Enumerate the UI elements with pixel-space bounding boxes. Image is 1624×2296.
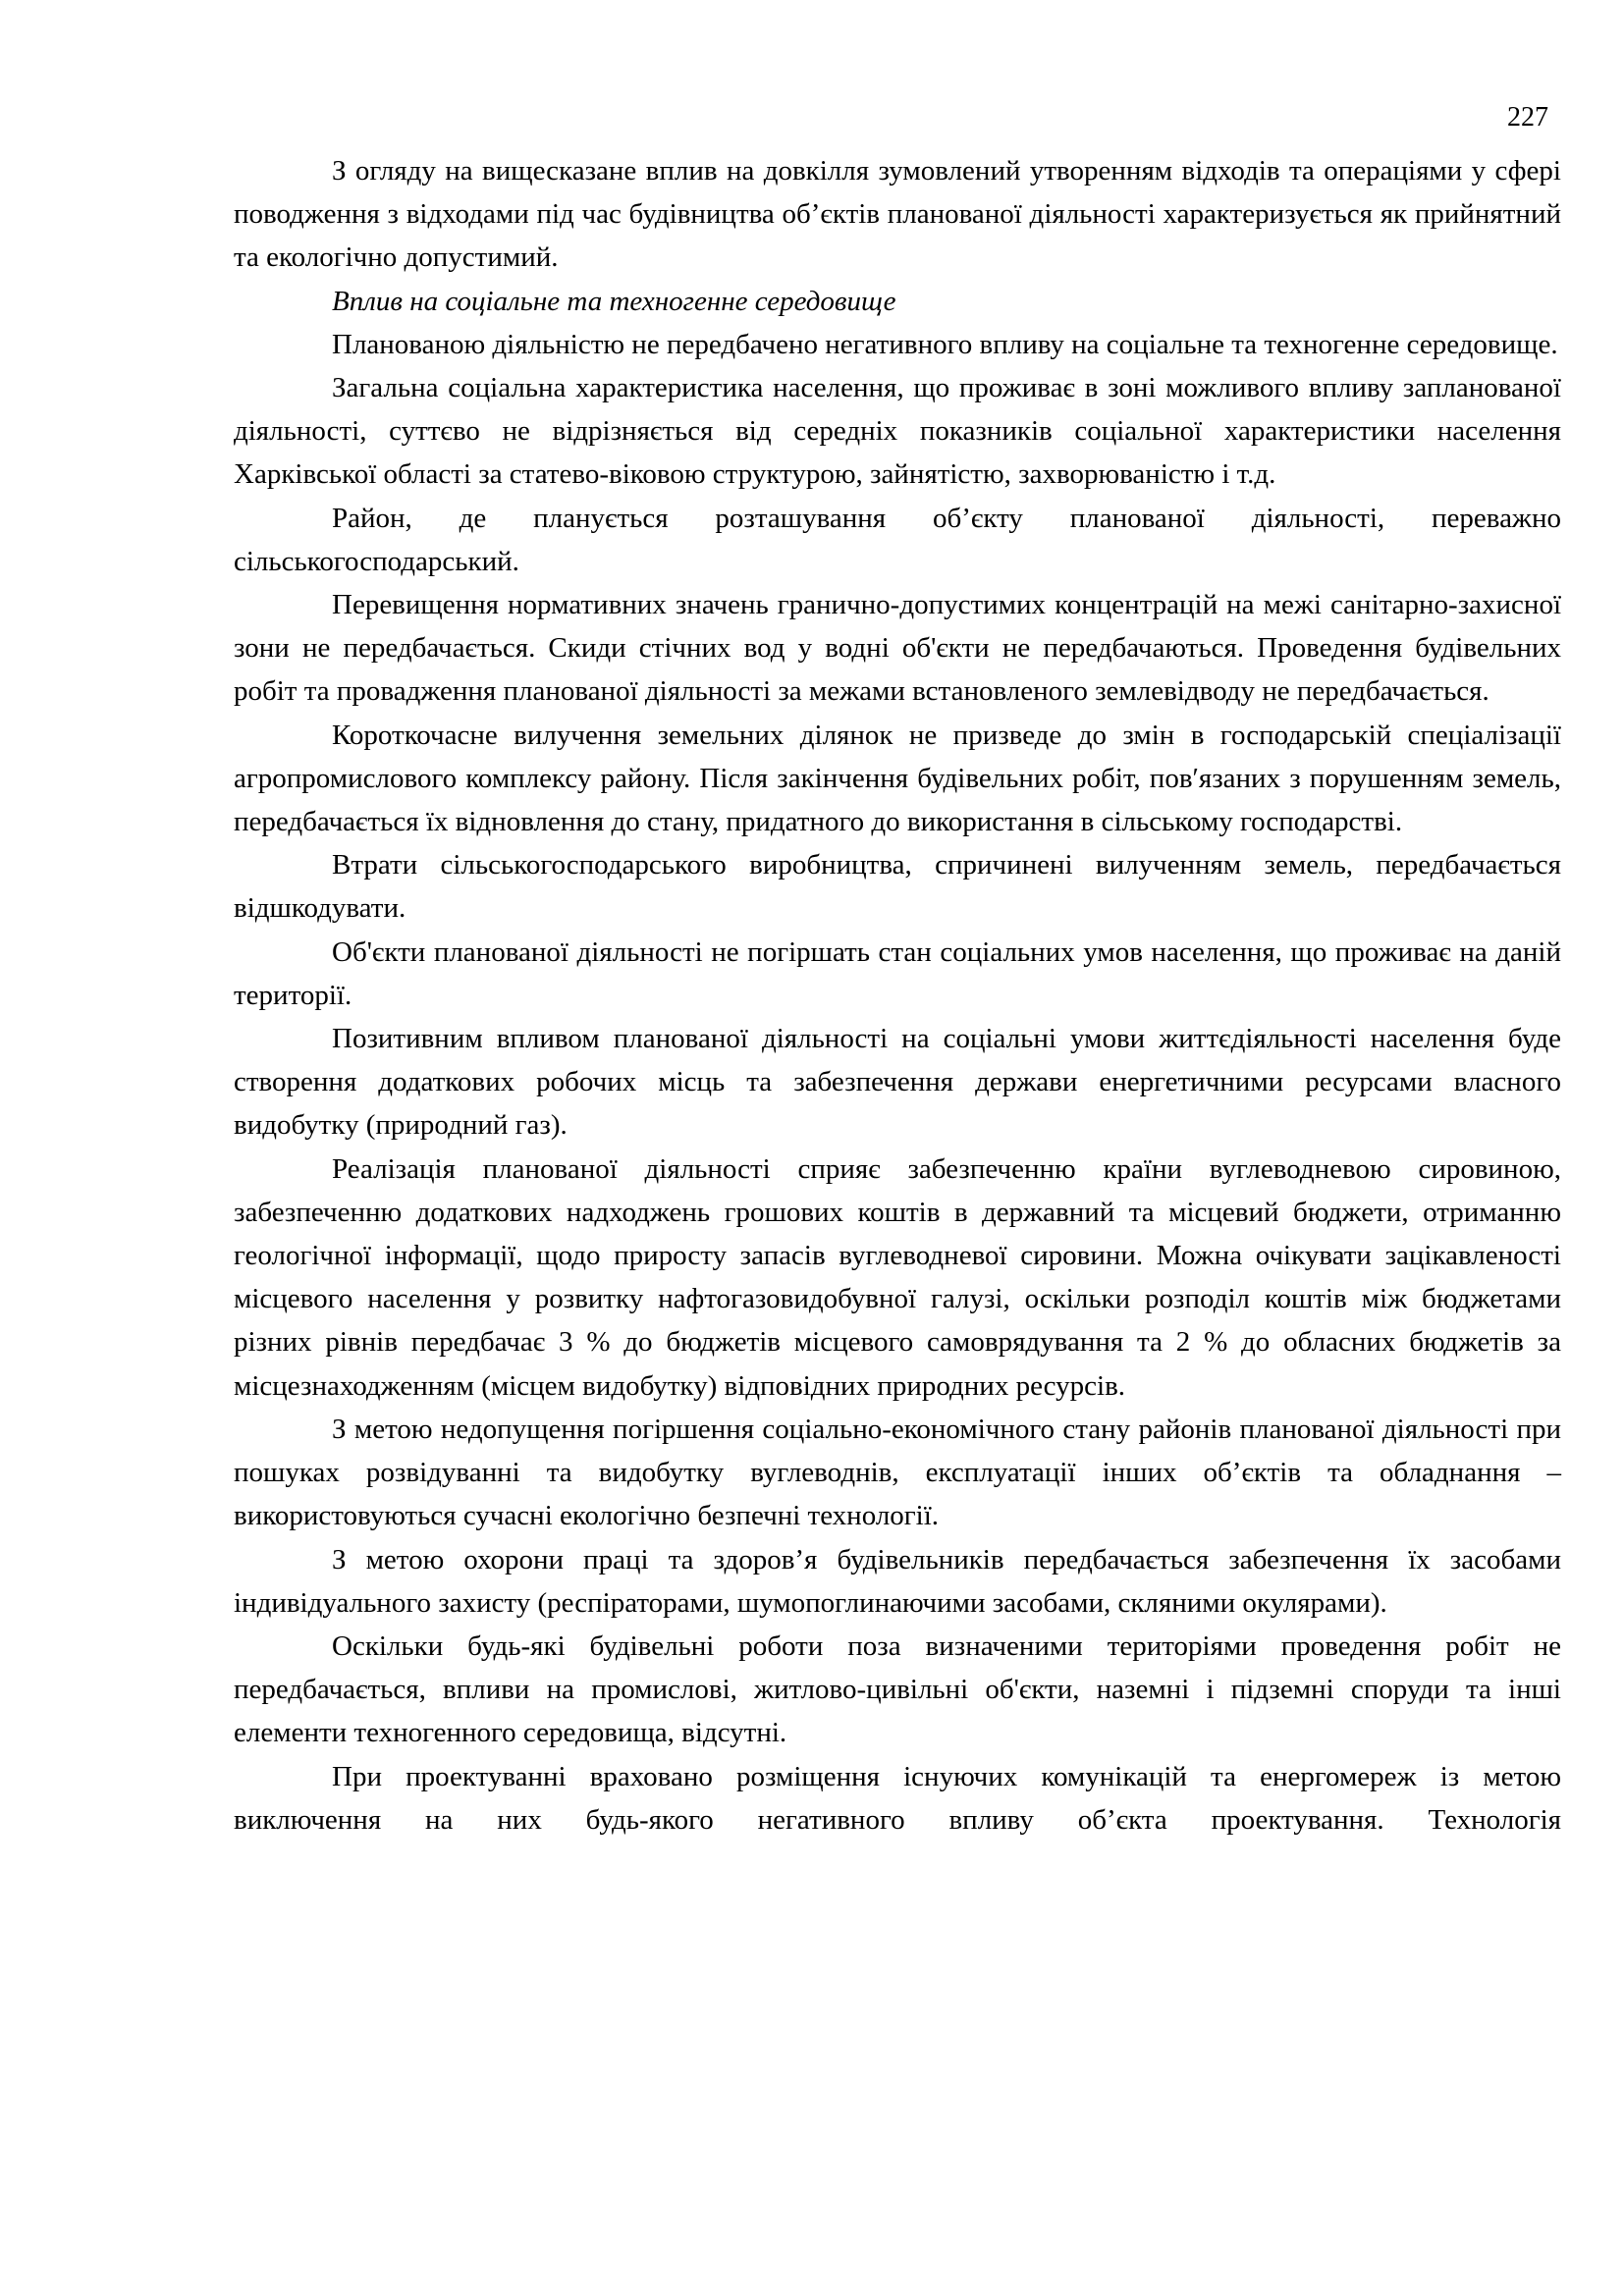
paragraph-implementation-benefits: Реалізація планованої діяльності сприяє забезпеченню країни вуглеводневою сировиною, забезпеченню додаткових надходжень грошових коштів в державний та місцевий бюджети, отриманню геологічної інформації, щодо приросту запасів вуглеводневої сировини. Можна очікувати зацікавленості місцевого населення у розвитку нафтогазовидобувної галузі, оскільки розподіл коштів між бюджетами різних рівнів передбачає 3 % до бюджетів місцевого самоврядування та 2 % до обласних бюджетів за місцезнаходженням (місцем видобутку) відповідних природних ресурсів. <box>234 1152 1561 1402</box>
section-subheading: Вплив на соціальне та техногенне середовище <box>332 285 896 317</box>
paragraph-sanitary-zone: Перевищення нормативних значень гранично-допустимих концентрацій на межі санітарно-захисної зони не передбачається. Скиди стічних вод у водні об'єкти не передбачаються. Проведення будівельних робіт та провадження планованої діяльності за межами встановленого землевідводу не передбачається. <box>234 589 1561 708</box>
paragraph-technogenic-environment: Оскільки будь-які будівельні роботи поза визначеними територіями проведення робіт не передбачається, впливи на промислові, житлово-цивільні об'єкти, наземні і підземні споруди та інші елементи техногенного середовища, відсутні. <box>234 1629 1561 1749</box>
paragraph-no-negative-impact: Планованою діяльністю не передбачено негативного впливу на соціальне та техногенне середовище. <box>332 328 1558 360</box>
paragraph-waste-impact-conclusion: З огляду на вищесказане вплив на довкілля зумовлений утворенням відходів та операціями у сфері поводження з відходами під час будівництва об’єктів планованої діяльності характеризується як прийнятний та екологічно допустимий. <box>234 155 1561 274</box>
paragraph-district-agricultural: Район, де планується розташування об’єкту планованої діяльності, переважно сільськогосподарський. <box>234 502 1561 577</box>
paragraph-population-characteristics: Загальна соціальна характеристика населення, що проживає в зоні можливого впливу запланованої діяльності, суттєво не відрізняється від середніх показників соціальної характеристики населення Харківської області за статево-віковою структурою, зайнятістю, захворюваністю і т.д. <box>234 372 1561 491</box>
paragraph-positive-impact: Позитивним впливом планованої діяльності на соціальні умови життєдіяльності населення буде створення додаткових робочих місць та забезпечення держави енергетичними ресурсами власного видобутку (природний газ). <box>234 1023 1561 1142</box>
paragraph-modern-technologies: З метою недопущення погіршення соціально-економічного стану районів планованої діяльності при пошуках розвідуванні та видобутку вуглеводнів, експлуатації інших об’єктів та обладнання – використовуються сучасні екологічно безпечні технології. <box>234 1413 1561 1532</box>
paragraph-social-conditions: Об'єкти планованої діяльності не погіршать стан соціальних умов населення, що проживає на даній території. <box>234 935 1561 1011</box>
body-text <box>234 149 1561 1842</box>
page-number: 227 <box>1507 102 1548 133</box>
paragraph-existing-communications: При проектуванні враховано розміщення існуючих комунікацій та енергомереж із метою виключення на них будь-якого негативного впливу об’єкта проектування. Технологія <box>234 1760 1561 1836</box>
paragraph-land-withdrawal: Короткочасне вилучення земельних ділянок не призведе до змін в господарській спеціалізації агропромислового комплексу району. Після закінчення будівельних робіт, пов′язаних з порушенням земель, передбачається їх відновлення до стану, придатного до використання в сільському господарстві. <box>234 719 1561 838</box>
paragraph-worker-protection: З метою охорони праці та здоров’я будівельників передбачається забезпечення їх засобами індивідуального захисту (респіраторами, шумопоглинаючими засобами, скляними окулярами). <box>234 1543 1561 1619</box>
paragraph-agricultural-losses: Втрати сільськогосподарського виробництва, спричинені вилученням земель, передбачається відшкодувати. <box>234 849 1561 925</box>
